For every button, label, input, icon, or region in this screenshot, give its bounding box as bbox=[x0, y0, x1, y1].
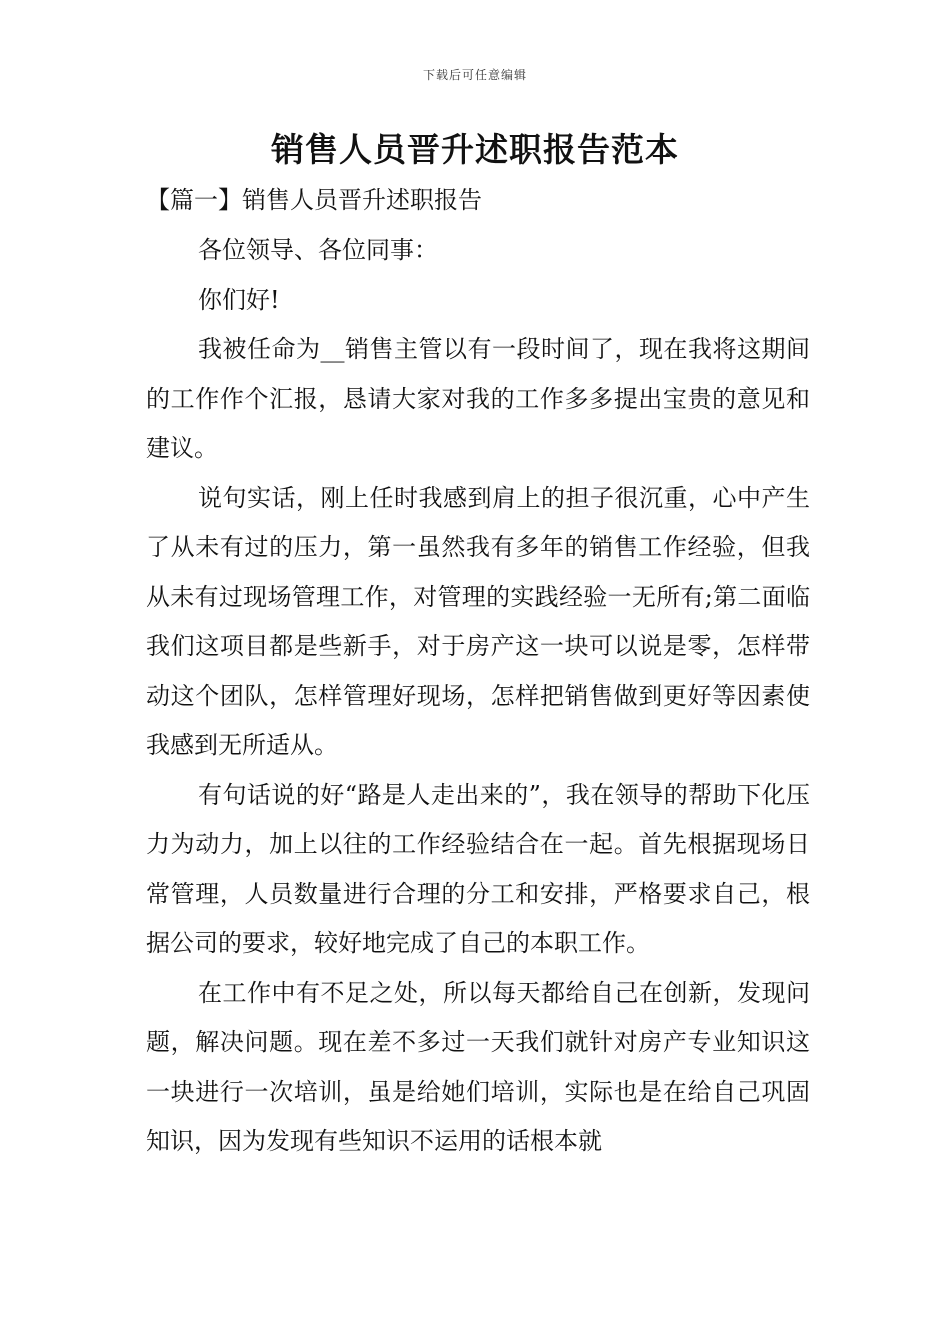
paragraph: 我被任命为__销售主管以有一段时间了，现在我将这期间的工作作个汇报，恳请大家对我的工作多多提出宝贵的意见和建议。 bbox=[146, 335, 810, 462]
document-title: 销售人员晋升述职报告范本 bbox=[271, 130, 679, 169]
paragraph-greeting: 各位领导、各位同事： bbox=[198, 236, 438, 264]
paragraph: 说句实话，刚上任时我感到肩上的担子很沉重，心中产生了从未有过的压力，第一虽然我有多年的销售工作经验，但我从未有过现场管理工作，对管理的实践经验一无所有;第二面临我们这项目都是些新手，对于房产这一块可以说是零，怎样带动这个团队，怎样管理好现场，怎样把销售做到更好等因素使我感到无所适从。 bbox=[146, 483, 810, 759]
paragraph-hello: 你们好! bbox=[198, 285, 280, 314]
header-note: 下载后可任意编辑 bbox=[422, 68, 527, 82]
document-body bbox=[146, 226, 810, 1167]
section-heading: 【篇一】销售人员晋升述职报告 bbox=[146, 186, 482, 214]
paragraph: 有句话说的好“路是人走出来的”，我在领导的帮助下化压力为动力，加上以往的工作经验结合在一起。首先根据现场日常管理，人员数量进行合理的分工和安排，严格要求自己，根据公司的要求，较好地完成了自己的本职工作。 bbox=[146, 780, 810, 957]
paragraph: 在工作中有不足之处，所以每天都给自己在创新，发现问题，解决问题。现在差不多过一天我们就针对房产专业知识这一块进行一次培训，虽是给她们培训，实际也是在给自己巩固知识，因为发现有些知识不运用的话根本就 bbox=[146, 978, 810, 1155]
